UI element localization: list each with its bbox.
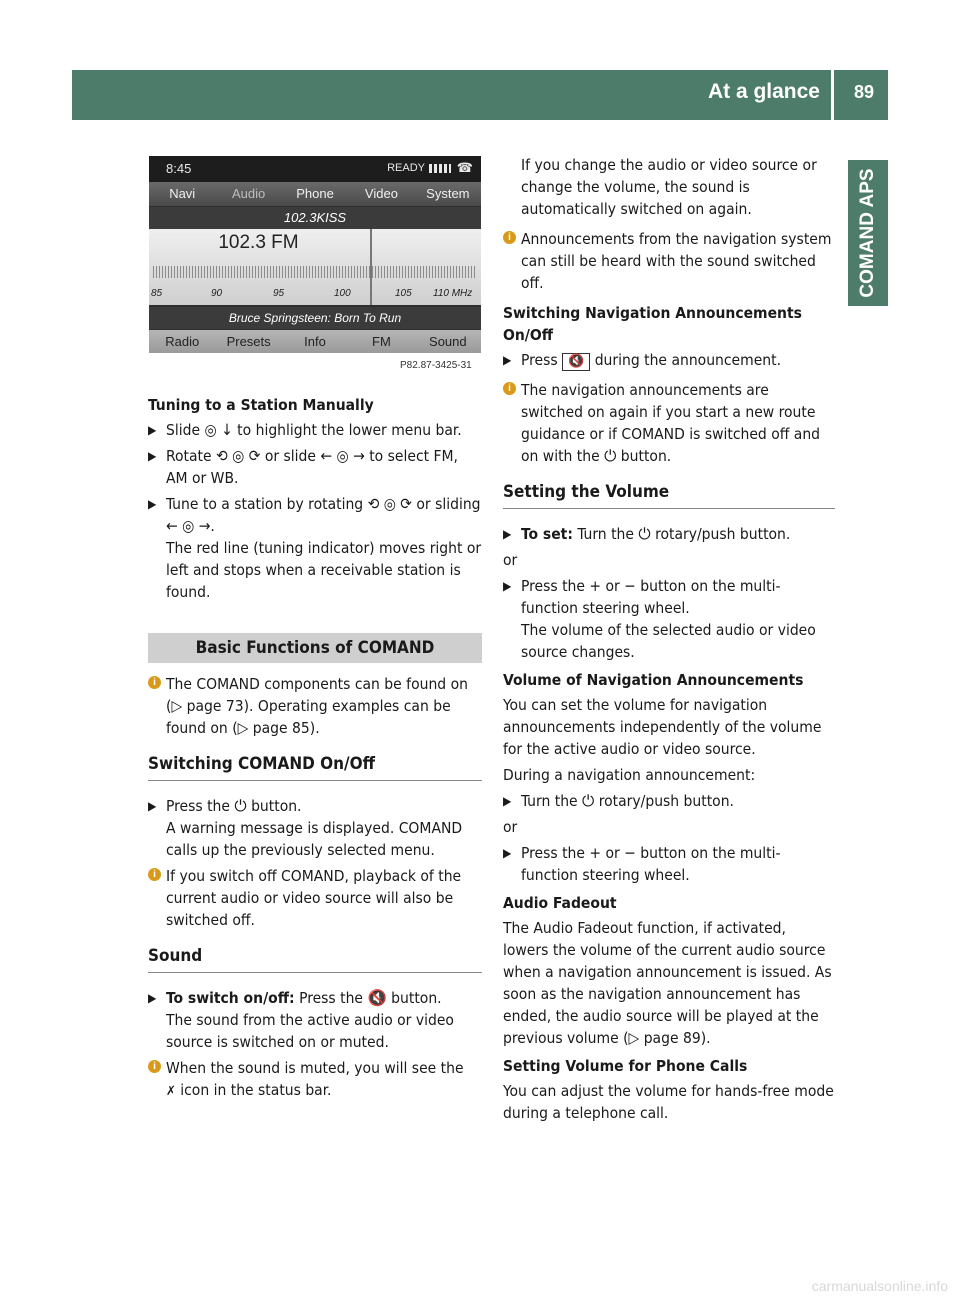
phone-text: You can adjust the volume for hands-free mode during a telephone call. bbox=[503, 1082, 834, 1122]
screen-ready: READY bbox=[387, 162, 425, 174]
frequency-scale bbox=[149, 288, 481, 302]
info-icon: i bbox=[148, 868, 161, 881]
side-tab bbox=[848, 160, 888, 306]
fade-heading: Audio Fadeout bbox=[503, 894, 617, 912]
menu-video: Video bbox=[364, 186, 398, 201]
phone-heading: Setting Volume for Phone Calls bbox=[503, 1057, 748, 1075]
tuning-step: ▶ Tune to a station by rotating ⟲ ◎ ⟳ or sliding ← ◎ →. The red line (tuning indicator) moves right or left and stops when a receivable station is found. bbox=[148, 495, 482, 601]
step-arrow-icon: ▶ bbox=[148, 449, 157, 463]
scale-label: 100 bbox=[334, 288, 351, 299]
tuner-display bbox=[149, 229, 481, 305]
submenu-sound: Sound bbox=[429, 334, 467, 349]
menu-navi: Navi bbox=[169, 186, 196, 201]
or-text: or bbox=[503, 551, 518, 569]
now-playing: Bruce Springsteen: Born To Run bbox=[149, 307, 481, 329]
mute-icon: ✗ bbox=[166, 1084, 176, 1099]
submenu-fm: FM bbox=[372, 334, 391, 349]
mute-key-icon: 🔇 bbox=[562, 353, 590, 371]
info-note: i When the sound is muted, you will see the ✗ icon in the status bar. bbox=[148, 1057, 482, 1103]
info-note: i If you switch off COMAND, playback of the current audio or video source will also be switched off. bbox=[148, 865, 482, 931]
header-title: At a glance bbox=[707, 80, 820, 103]
header-divider bbox=[831, 70, 834, 120]
submenu-info: Info bbox=[304, 334, 326, 349]
footer-watermark: carmanualsonline.info bbox=[811, 1278, 948, 1294]
phone-icon: ☎ bbox=[456, 160, 473, 175]
page-number: 89 bbox=[853, 82, 874, 102]
navvol-during: During a navigation announcement: bbox=[503, 766, 756, 784]
info-icon: i bbox=[148, 676, 161, 689]
step-arrow-icon: ▶ bbox=[503, 527, 512, 541]
submenu-radio: Radio bbox=[165, 334, 200, 349]
side-tab-label: COMAND APS bbox=[857, 168, 878, 298]
step-arrow-icon: ▶ bbox=[503, 353, 512, 367]
right-column bbox=[503, 154, 835, 1128]
step-arrow-icon: ▶ bbox=[148, 991, 157, 1005]
screen-sub-menu bbox=[149, 330, 481, 353]
scale-label: 95 bbox=[273, 288, 285, 299]
tuning-step: ▶ Slide ◎ ↓ to highlight the lower menu bar. bbox=[148, 421, 462, 439]
navvol-step: ▶ Press the + or − button on the multi-function steering wheel. bbox=[503, 844, 781, 884]
sound-heading: Sound bbox=[148, 945, 482, 973]
onoff-step: ▶ Press the ⏻ button. A warning message is displayed. COMAND calls up the previously selected menu. bbox=[148, 797, 463, 859]
nav-step: ▶ Press 🔇 during the announcement. bbox=[503, 351, 782, 369]
scale-label: 85 bbox=[151, 288, 163, 299]
volume-step: ▶ Press the + or − button on the multi-function steering wheel. The volume of the selected audio or video source changes. bbox=[503, 577, 816, 661]
scale-label: 110 MHz bbox=[433, 288, 473, 299]
fade-text: The Audio Fadeout function, if activated, lowers the volume of the current audio source when a navigation announcement is issued. As soon as the navigation announcement has ended, the audio source will be played at the previous volume (▷ page 89). bbox=[503, 919, 832, 1047]
change-text: If you change the audio or video source or change the volume, the sound is automatically switched on again. bbox=[521, 156, 817, 218]
nav-heading: Switching Navigation Announcements On/Off bbox=[503, 304, 802, 344]
signal-bars-icon bbox=[429, 164, 451, 173]
step-arrow-icon: ▶ bbox=[503, 794, 512, 808]
scale-label: 105 bbox=[395, 288, 412, 299]
tuner-ticks bbox=[153, 266, 477, 278]
info-note: i The COMAND components can be found on (▷ page 73). Operating examples can be found on (▷ page 85). bbox=[148, 673, 482, 739]
menu-system: System bbox=[426, 186, 470, 201]
onoff-heading: Switching COMAND On/Off bbox=[148, 753, 482, 781]
frequency: 102.3 FM bbox=[218, 232, 299, 253]
basic-functions-heading: Basic Functions of COMAND bbox=[148, 633, 482, 663]
navvol-text: You can set the volume for navigation announcements independently of the volume for the active audio or video source. bbox=[503, 696, 822, 758]
or-text: or bbox=[503, 818, 518, 836]
info-icon: i bbox=[503, 382, 516, 395]
station-name: 102.3KISS bbox=[149, 207, 481, 229]
volume-step: ▶ To set: Turn the ⏻ rotary/push button. bbox=[503, 525, 791, 543]
step-arrow-icon: ▶ bbox=[503, 846, 512, 860]
screen-status-bar bbox=[149, 156, 481, 182]
step-arrow-icon: ▶ bbox=[148, 497, 157, 511]
scale-label: 90 bbox=[211, 288, 223, 299]
info-icon: i bbox=[148, 1060, 161, 1073]
sound-step: ▶ To switch on/off: Press the 🔇 button. The sound from the active audio or video source is switched on or muted. bbox=[148, 989, 454, 1051]
figure-reference: P82.87-3425-31 bbox=[400, 360, 472, 371]
page-header bbox=[72, 70, 888, 120]
screen-main-menu bbox=[149, 182, 481, 206]
menu-audio: Audio bbox=[231, 186, 266, 201]
navvol-heading: Volume of Navigation Announcements bbox=[503, 671, 804, 689]
step-arrow-icon: ▶ bbox=[148, 799, 157, 813]
info-note: i The navigation announcements are switched on again if you start a new route guidance or if COMAND is switched off and on with the ⏻ button. bbox=[503, 379, 835, 467]
info-icon: i bbox=[503, 231, 516, 244]
volume-heading: Setting the Volume bbox=[503, 481, 835, 509]
tuning-heading: Tuning to a Station Manually bbox=[148, 396, 374, 414]
step-arrow-icon: ▶ bbox=[148, 423, 157, 437]
step-arrow-icon: ▶ bbox=[503, 579, 512, 593]
navvol-step: ▶ Turn the ⏻ rotary/push button. bbox=[503, 792, 734, 810]
menu-phone: Phone bbox=[296, 186, 334, 201]
tuning-step: ▶ Rotate ⟲ ◎ ⟳ or slide ← ◎ → to select FM, AM or WB. bbox=[148, 447, 458, 487]
info-note: i Announcements from the navigation system can still be heard with the sound switched off. bbox=[503, 228, 835, 294]
comand-screen-figure bbox=[149, 156, 481, 353]
screen-time: 8:45 bbox=[166, 161, 192, 176]
left-column bbox=[148, 394, 482, 1108]
submenu-presets: Presets bbox=[226, 334, 271, 349]
